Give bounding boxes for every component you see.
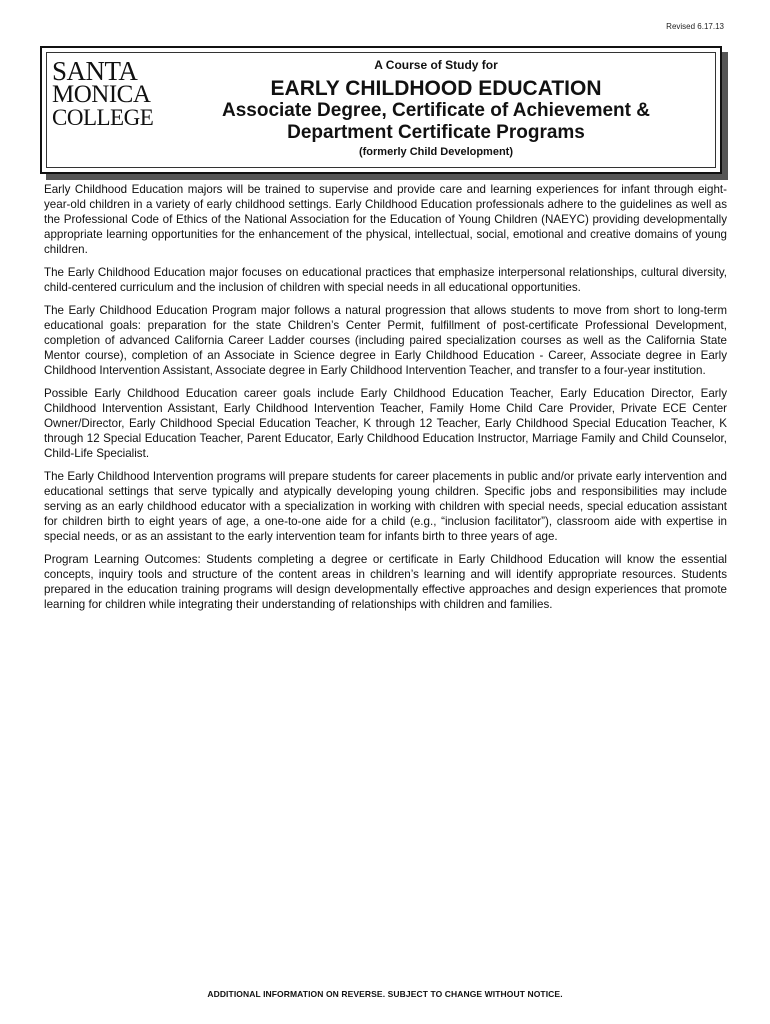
header-box	[40, 46, 722, 174]
footer-notice: ADDITIONAL INFORMATION ON REVERSE. SUBJECT TO CHANGE WITHOUT NOTICE.	[207, 989, 563, 999]
paragraph-focus: The Early Childhood Education major focuses on educational practices that emphasize interpersonal relationships, cultural diversity, child-centered curriculum and the inclusion of children with special needs in all educational opportunities.	[44, 266, 727, 294]
program-description	[44, 182, 727, 620]
course-of-study-label: A Course of Study for	[374, 58, 498, 72]
logo-line-monica: MONICA	[52, 81, 151, 108]
revision-date: Revised 6.17.13	[666, 22, 724, 31]
program-title: EARLY CHILDHOOD EDUCATION	[270, 77, 602, 100]
program-subtitle-line-2: Department Certificate Programs	[287, 122, 585, 143]
paragraph-learning-outcomes: Program Learning Outcomes: Students completing a degree or certificate in Early Childhood Education will know the essential concepts, inquiry tools and structure of the content areas in children’s learning and will identify appropriate resources. Students prepared in the education training programs will design developmentally effective approaches and design experiences that promote learning for children while integrating their understanding of relationships with children and families.	[44, 553, 727, 611]
formerly-note: (formerly Child Development)	[358, 146, 514, 158]
program-subtitle-line-1: Associate Degree, Certificate of Achievement &	[221, 100, 650, 121]
paragraph-career-goals: Possible Early Childhood Education career goals include Early Childhood Education Teacher, Early Education Director, Early Childhood Intervention Assistant, Early Childhood Intervention Teacher, Family Home Child Care Provider, Private ECE Center Owner/Director, Early Childhood Special Education Teacher, K through 12 Teacher, Early Childhood Special Education Teacher, K through 12 Special Education Teacher, Parent Educator, Early Childhood Education Instructor, Marriage Family and Child Counselor, Child-Life Specialist.	[44, 387, 727, 460]
logo-line-santa: SANTA	[52, 56, 138, 86]
logo-line-college: COLLEGE	[52, 105, 154, 130]
college-logo	[52, 56, 164, 130]
paragraph-progression: The Early Childhood Education Program major follows a natural progression that allows students to move from short to long-term educational goals: preparation for the state Children’s Center Permit, fulfillment of post-certificate Professional Development, completion of advanced California Career Ladder courses (including paired specialization courses as well as the California State Mentor course), completion of an Associate in Science degree in Early Childhood Education - Career, Associate degree in Early Childhood Intervention Assistant, Associate degree in Early Childhood Intervention Teacher, and transfer to a four-year institution.	[44, 304, 727, 377]
paragraph-intro: Early Childhood Education majors will be trained to supervise and provide care and learning experiences for infant through eight-year-old children in a variety of early childhood settings. Early Childhood Education professionals adhere to the guidelines as well as the Professional Code of Ethics of the National Association for the Education of Young Children (NAEYC) providing developmentally appropriate learning opportunities for the enhancement of the physical, intellectual, social, emotional and creative domains of young children.	[44, 183, 727, 256]
heading-block	[160, 48, 712, 158]
paragraph-intervention: The Early Childhood Intervention programs will prepare students for career placements in public and/or private early intervention and educational settings that serve typically and atypically developing young children. Specific jobs and responsibilities may include serving as an early childhood educator with a specialization in working with children with special needs, special education assistant for children birth to eight years of age, a one-to-one aide for a child (e.g., “inclusion facilitator”), classroom aide with expertise in special needs, or as an assistant to the early intervention team for infants birth to three years of age.	[44, 470, 727, 543]
